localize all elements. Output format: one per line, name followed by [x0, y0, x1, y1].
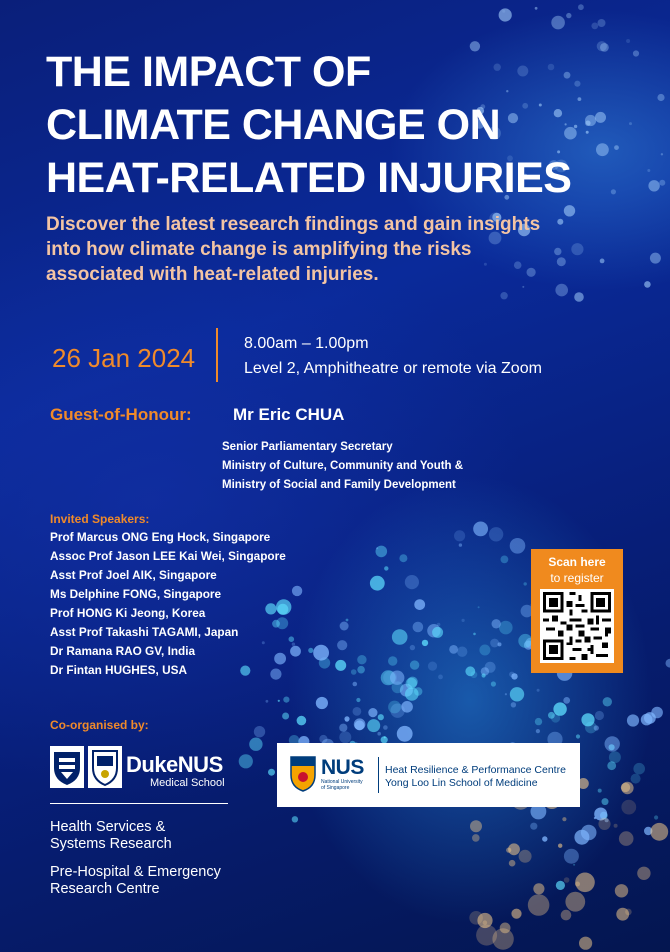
bokeh-dot	[510, 538, 526, 554]
bokeh-dot	[654, 815, 658, 819]
role-line: Senior Parliamentary Secretary	[222, 441, 393, 453]
bokeh-dot	[578, 4, 584, 10]
bokeh-dot	[530, 823, 537, 830]
bokeh-dot	[482, 673, 486, 677]
bokeh-dot	[278, 700, 280, 702]
bokeh-dot	[357, 666, 365, 674]
bokeh-dot	[392, 629, 408, 645]
bokeh-dot	[339, 731, 351, 743]
title-line: CLIMATE CHANGE ON	[46, 101, 501, 149]
bokeh-dot	[598, 789, 602, 793]
bokeh-dot	[575, 882, 580, 887]
bokeh-dot	[626, 39, 630, 43]
event-date: 26 Jan 2024	[52, 343, 196, 373]
bokeh-dot	[500, 923, 511, 934]
hsr-line: Health Services &	[50, 819, 166, 835]
nus-centre-line: Yong Loo Lin School of Medicine	[385, 777, 538, 789]
bokeh-dot	[644, 281, 651, 288]
bokeh-dot	[351, 669, 357, 675]
qr-code-icon[interactable]	[540, 589, 614, 663]
date-divider	[216, 328, 218, 382]
bokeh-dot	[405, 575, 419, 589]
nus-crest-icon	[289, 755, 317, 793]
bokeh-dot	[438, 675, 443, 680]
duke-nus-logo	[50, 746, 240, 792]
bokeh-dot	[561, 910, 572, 921]
bokeh-dot	[511, 673, 517, 679]
bokeh-dot	[499, 8, 512, 21]
nus-logo	[277, 743, 580, 807]
bokeh-dot	[510, 687, 524, 701]
bokeh-dot	[562, 817, 566, 821]
bokeh-dot	[376, 547, 378, 549]
bokeh-dot	[508, 843, 520, 855]
guest-of-honour-name: Mr Eric CHUA	[233, 405, 345, 424]
bokeh-dot	[471, 671, 478, 678]
bokeh-dot	[437, 623, 441, 627]
bokeh-dot	[564, 877, 570, 883]
bokeh-dot	[410, 645, 415, 650]
event-venue: Level 2, Amphitheatre or remote via Zoom	[244, 360, 542, 377]
bokeh-dot	[282, 713, 289, 720]
nus-centre-line: Heat Resilience & Performance Centre	[385, 764, 566, 776]
subtitle-line: Discover the latest research findings and gain insights	[46, 214, 541, 235]
bokeh-dot	[266, 700, 269, 703]
pre-line: Pre-Hospital & Emergency	[50, 864, 221, 880]
co-organised-label: Co-organised by:	[50, 718, 149, 732]
guest-of-honour-roles	[222, 438, 463, 495]
bokeh-dot	[367, 719, 380, 732]
bokeh-dot	[659, 180, 665, 186]
bokeh-dot	[353, 707, 362, 716]
title-line: HEAT-RELATED INJURIES	[46, 154, 572, 202]
bokeh-dot	[553, 702, 566, 715]
bokeh-dot	[619, 831, 634, 846]
bokeh-dot	[335, 660, 346, 671]
bokeh-dot	[313, 645, 329, 661]
bokeh-dot	[239, 754, 253, 768]
nus-fullname	[321, 779, 363, 791]
bokeh-dot	[537, 689, 540, 692]
bokeh-dot	[616, 908, 629, 921]
bokeh-dot	[661, 153, 663, 155]
bokeh-dot	[454, 530, 465, 541]
bokeh-dot	[542, 836, 547, 841]
bokeh-dot	[472, 834, 480, 842]
bokeh-dot	[528, 894, 550, 916]
bokeh-dot	[499, 621, 513, 635]
bokeh-dot	[290, 646, 301, 657]
pre-line: Research Centre	[50, 881, 160, 897]
registration-title: Scan here	[548, 555, 606, 569]
bokeh-dot	[414, 599, 425, 610]
subtitle-line: into how climate change is amplifying the risks	[46, 239, 472, 260]
bokeh-dot	[511, 909, 521, 919]
bokeh-dot	[509, 860, 516, 867]
bokeh-dot	[405, 687, 419, 701]
bokeh-dot	[565, 892, 585, 912]
bokeh-dot	[384, 566, 388, 570]
bokeh-dot	[355, 720, 365, 730]
duke-nus-subtitle: Medical School	[150, 777, 225, 789]
bokeh-dot	[605, 736, 620, 751]
bokeh-dot	[535, 7, 538, 10]
bokeh-dot	[574, 292, 584, 302]
bokeh-dot	[337, 640, 347, 650]
prehospital-centre	[50, 864, 221, 898]
bokeh-dot	[603, 697, 612, 706]
bokeh-dot	[666, 659, 670, 668]
bokeh-dot	[473, 633, 476, 636]
bokeh-dot	[356, 698, 360, 702]
bokeh-dot	[428, 662, 437, 671]
bokeh-dot	[378, 714, 384, 720]
duke-shield-icon	[50, 746, 84, 788]
page-title	[46, 46, 646, 205]
bokeh-dot	[370, 576, 385, 591]
bokeh-dot	[377, 732, 381, 736]
bokeh-dot	[594, 725, 599, 730]
bokeh-dot	[422, 640, 428, 646]
bokeh-dot	[316, 697, 328, 709]
bokeh-dot	[368, 708, 377, 717]
bokeh-dot	[498, 642, 502, 646]
bokeh-dot	[462, 619, 465, 622]
bokeh-dot	[505, 693, 507, 695]
bokeh-dot	[595, 711, 604, 720]
bokeh-dot	[388, 701, 401, 714]
bokeh-dot	[292, 643, 295, 646]
bokeh-dot	[556, 881, 565, 890]
bokeh-dot	[657, 94, 664, 101]
bokeh-dot	[598, 818, 610, 830]
nus-small-line: National University	[321, 779, 363, 785]
bokeh-dot	[457, 647, 467, 657]
subtitle-line: associated with heat-related injuries.	[46, 264, 379, 285]
bokeh-dot	[410, 660, 419, 669]
nus-small-line: of Singapore	[321, 785, 350, 791]
bokeh-dot	[473, 522, 488, 537]
bokeh-dot	[602, 798, 609, 805]
speaker-item: Prof HONG Ki Jeong, Korea	[50, 606, 206, 620]
bokeh-dot	[647, 169, 650, 172]
bokeh-dot	[249, 738, 262, 751]
bokeh-dot	[254, 726, 265, 737]
bokeh-dot	[289, 636, 295, 642]
bokeh-dot	[511, 702, 516, 707]
bokeh-dot	[479, 645, 490, 656]
duke-crest-icon	[88, 746, 122, 788]
registration-subtitle: to register	[550, 571, 604, 585]
bokeh-dot	[399, 554, 407, 562]
bokeh-dot	[576, 734, 580, 738]
guest-of-honour-label: Guest-of-Honour:	[50, 405, 192, 424]
event-time: 8.00am – 1.00pm	[244, 335, 369, 352]
bokeh-dot	[339, 724, 347, 732]
organiser-divider	[50, 803, 228, 804]
speaker-item: Assoc Prof Jason LEE Kai Wei, Singapore	[50, 549, 286, 563]
bokeh-dot	[283, 697, 289, 703]
bokeh-dot	[413, 622, 424, 633]
bokeh-dot	[621, 783, 630, 792]
bokeh-dot	[535, 718, 542, 725]
speakers-label: Invited Speakers:	[50, 512, 150, 526]
subtitle	[46, 212, 626, 287]
bokeh-dot	[397, 726, 413, 742]
bokeh-dot	[388, 656, 397, 665]
role-line: Ministry of Culture, Community and Youth &	[222, 460, 464, 472]
nus-wordmark: NUS	[321, 756, 364, 779]
bokeh-dot	[573, 864, 575, 866]
bokeh-dot	[390, 671, 404, 685]
bokeh-dot	[501, 556, 509, 564]
speaker-item: Dr Ramana RAO GV, India	[50, 644, 196, 658]
bokeh-dot	[607, 761, 616, 770]
registration-box[interactable]	[531, 549, 623, 673]
bokeh-dot	[621, 800, 636, 815]
speaker-item: Asst Prof Joel AIK, Singapore	[50, 568, 217, 582]
speaker-item: Prof Marcus ONG Eng Hock, Singapore	[50, 530, 271, 544]
bokeh-dot	[609, 751, 621, 763]
bokeh-dot	[627, 714, 639, 726]
bokeh-dot	[650, 823, 668, 841]
bokeh-dot	[614, 824, 618, 828]
bokeh-dot	[564, 849, 579, 864]
bokeh-dot	[292, 816, 298, 822]
nus-centre-name	[385, 764, 566, 790]
bokeh-dot	[340, 622, 349, 631]
bokeh-dot	[648, 180, 659, 191]
bokeh-dot	[384, 736, 386, 738]
bokeh-dot	[500, 292, 507, 299]
bokeh-dot	[502, 10, 505, 13]
bokeh-dot	[581, 713, 594, 726]
bokeh-dot	[633, 763, 645, 775]
bokeh-dot	[615, 884, 628, 897]
bokeh-dot	[353, 682, 358, 687]
hsr-department	[50, 819, 172, 853]
bokeh-dot	[558, 844, 562, 848]
bokeh-dot	[563, 697, 570, 704]
bokeh-dot	[490, 639, 499, 648]
bokeh-dot	[533, 883, 544, 894]
role-line: Ministry of Social and Family Development	[222, 479, 456, 491]
bokeh-dot	[485, 662, 496, 673]
bokeh-dot	[631, 774, 641, 784]
speaker-item: Dr Fintan HUGHES, USA	[50, 663, 187, 677]
duke-nus-name: DukeNUS	[126, 752, 223, 777]
bokeh-dot	[357, 655, 366, 664]
bokeh-dot	[268, 769, 275, 776]
bokeh-dot	[551, 16, 565, 30]
bokeh-dot	[478, 606, 480, 608]
bokeh-dot	[492, 619, 501, 628]
speakers-list	[50, 528, 286, 680]
bokeh-dot	[591, 23, 598, 30]
speaker-item: Ms Delphine FONG, Singapore	[50, 587, 222, 601]
bokeh-dot	[524, 582, 527, 585]
bokeh-dot	[383, 725, 388, 730]
bokeh-dot	[637, 867, 650, 880]
bokeh-dot	[483, 920, 488, 925]
bokeh-dot	[344, 716, 349, 721]
bokeh-dot	[308, 648, 313, 653]
bokeh-dot	[297, 716, 307, 726]
bokeh-dot	[346, 619, 349, 622]
hsr-line: Systems Research	[50, 836, 172, 852]
bokeh-dot	[598, 19, 606, 27]
bokeh-dot	[644, 712, 656, 724]
bokeh-dot	[319, 735, 327, 743]
nus-separator	[378, 757, 379, 793]
bokeh-dot	[432, 627, 443, 638]
bokeh-dot	[536, 729, 540, 733]
bokeh-dot	[449, 645, 458, 654]
bokeh-dot	[566, 13, 571, 18]
bokeh-dot	[459, 543, 462, 546]
speaker-item: Asst Prof Takashi TAGAMI, Japan	[50, 625, 239, 639]
bokeh-dot	[519, 850, 532, 863]
bokeh-dot	[581, 825, 597, 841]
bokeh-dot	[292, 586, 302, 596]
bokeh-dot	[650, 253, 661, 264]
bokeh-dot	[491, 681, 496, 686]
bokeh-dot	[489, 527, 503, 541]
title-line: THE IMPACT OF	[46, 48, 371, 96]
bokeh-dot	[470, 820, 482, 832]
bokeh-dot	[579, 937, 592, 950]
